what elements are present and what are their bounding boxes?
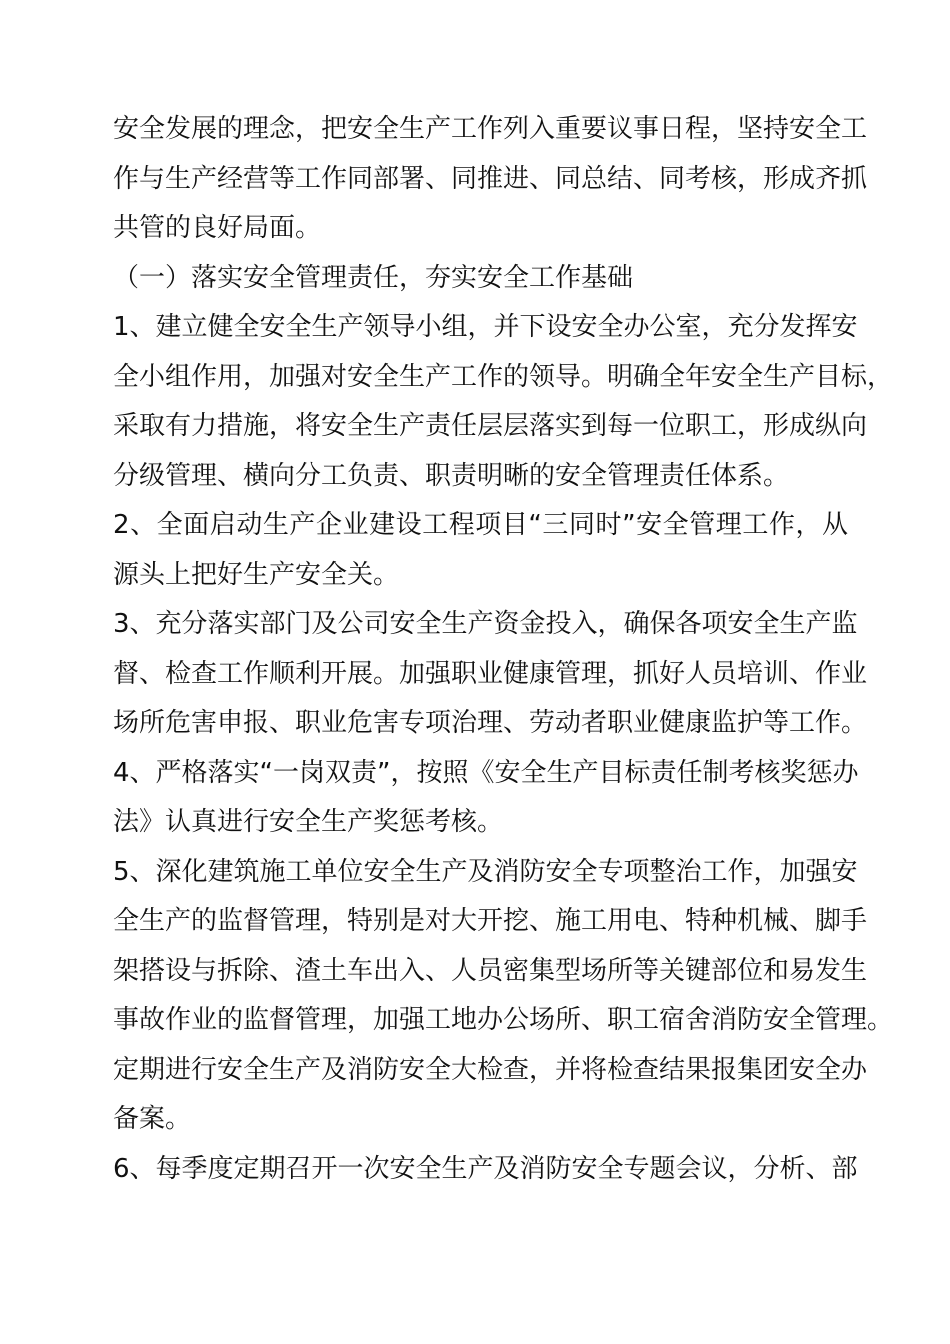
text-line: 督、检查工作顺利开展。加强职业健康管理，抓好人员培训、作业: [113, 658, 868, 689]
text-line: 事故作业的监督管理，加强工地办公场所、职工宿舍消防安全管理。: [113, 1005, 894, 1035]
text-line: 法》认真进行安全生产奖惩考核。: [113, 807, 504, 837]
text-line: 备案。: [113, 1104, 192, 1134]
text-line: 全生产的监督管理，特别是对大开挖、施工用电、特种机械、脚手: [113, 906, 868, 936]
text-line: 场所危害申报、职业危害专项治理、劳动者职业健康监护等工作。: [113, 708, 868, 738]
text-line: 共管的良好局面。: [113, 213, 322, 243]
text-line: 全小组作用，加强对安全生产工作的领导。明确全年安全生产目标，: [113, 361, 894, 392]
section-heading: （一）落实安全管理责任，夯实安全工作基础: [113, 262, 634, 293]
text-line: 作与生产经营等工作同部署、同推进、同总结、同考核，形成齐抓: [113, 163, 868, 194]
list-item-1: 1、建立健全安全生产领导小组，并下设安全办公室，充分发挥安: [113, 312, 858, 342]
body-text: [113, 105, 894, 1194]
text-line: 采取有力措施，将安全生产责任层层落实到每一位职工，形成纵向: [113, 411, 868, 441]
text-line: 安全发展的理念，把安全生产工作列入重要议事日程，坚持安全工: [113, 114, 868, 144]
text-line: 源头上把好生产安全关。: [113, 559, 400, 590]
list-item-6: 6、每季度定期召开一次安全生产及消防安全专题会议，分析、部: [113, 1153, 858, 1184]
list-item-2: 2、全面启动生产企业建设工程项目“三同时”安全管理工作，从: [113, 510, 848, 540]
list-item-4: 4、严格落实“一岗双责”，按照《安全生产目标责任制考核奖惩办: [113, 757, 859, 788]
list-item-3: 3、充分落实部门及公司安全生产资金投入，确保各项安全生产监: [113, 609, 858, 639]
text-line: 分级管理、横向分工负责、职责明晰的安全管理责任体系。: [113, 460, 790, 491]
text-line: 定期进行安全生产及消防安全大检查，并将检查结果报集团安全办: [113, 1054, 868, 1085]
list-item-5: 5、深化建筑施工单位安全生产及消防安全专项整治工作，加强安: [113, 856, 858, 887]
text-line: 架搭设与拆除、渣土车出入、人员密集型场所等关键部位和易发生: [113, 955, 868, 986]
